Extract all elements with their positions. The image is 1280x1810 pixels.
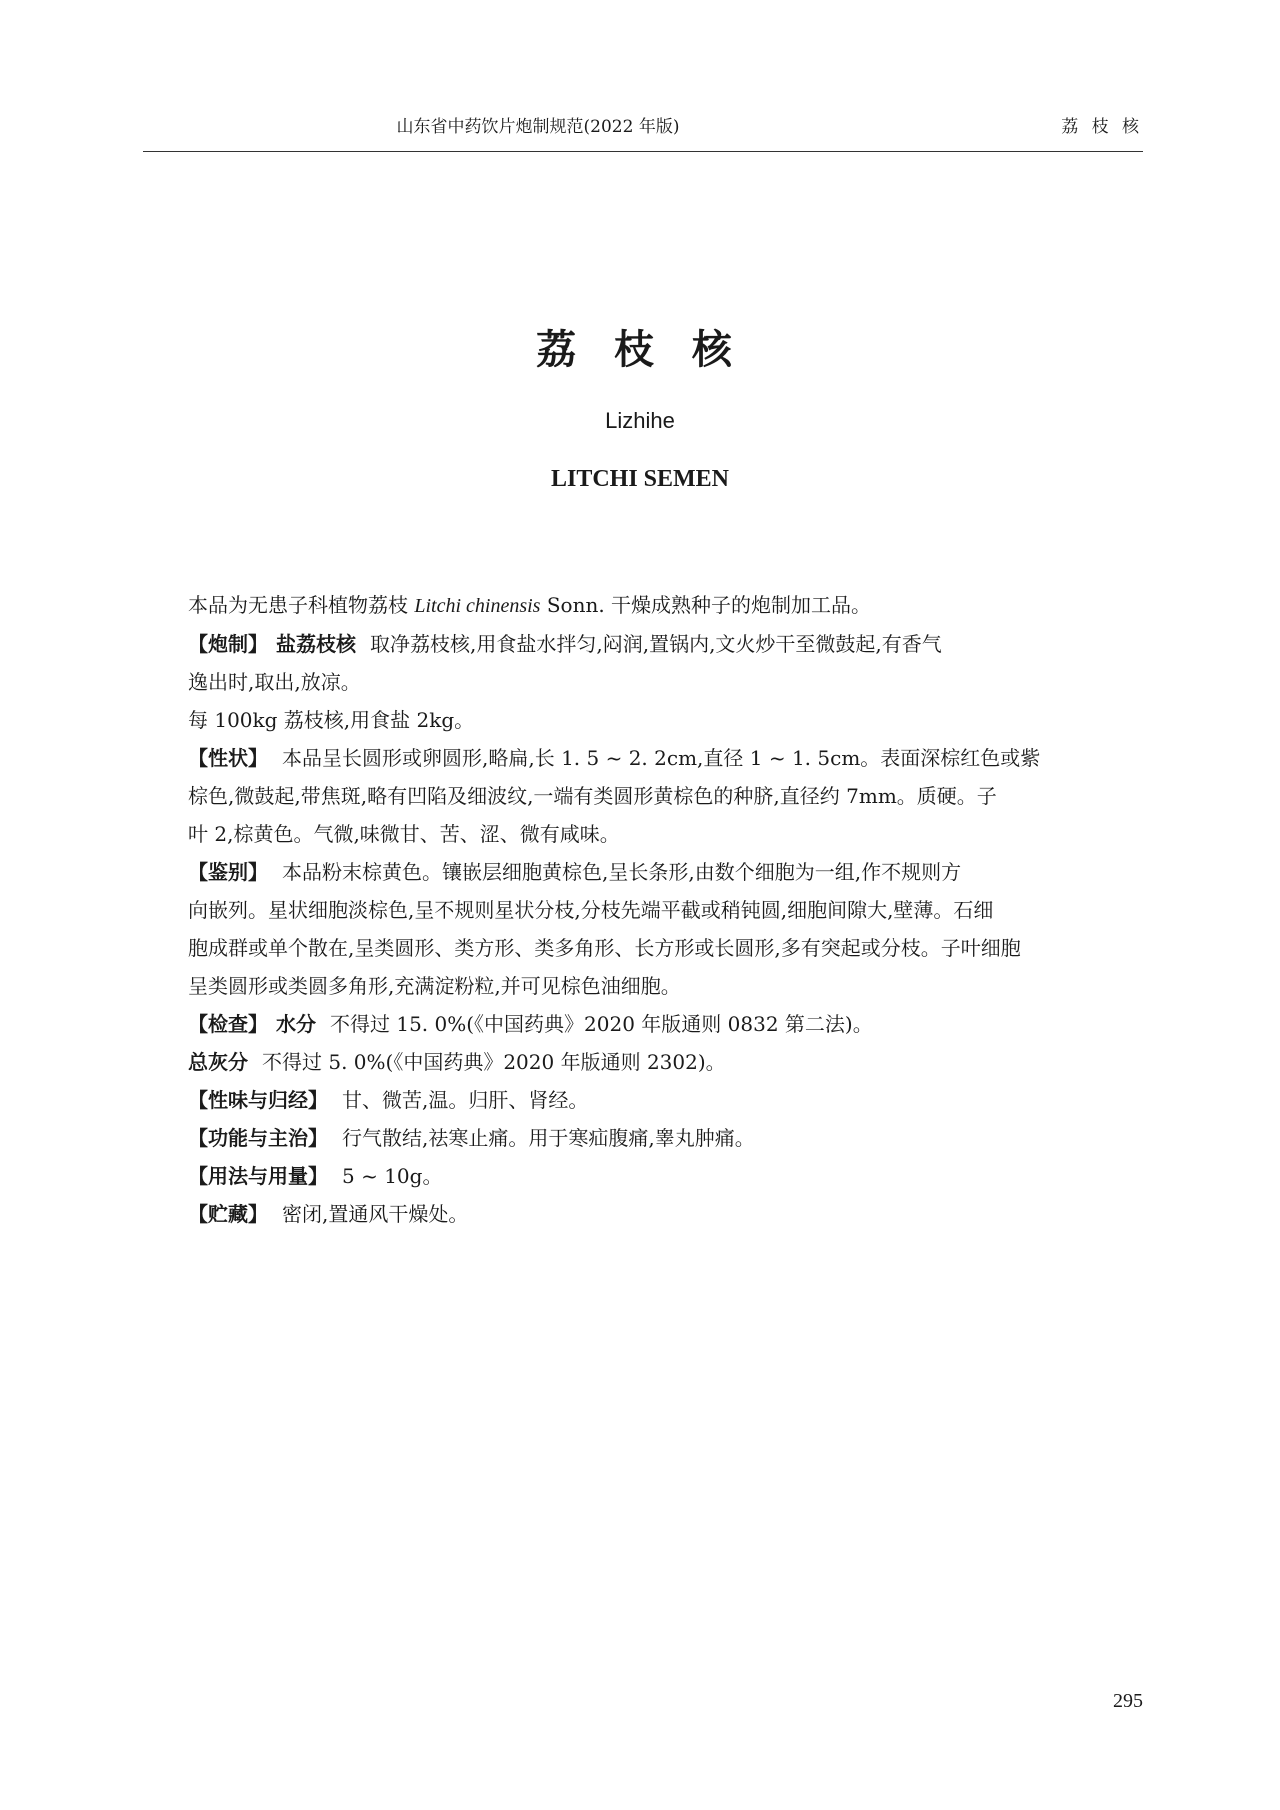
nature-section: 【性味与归经】 甘、微苦,温。归肝、肾经。 <box>188 1088 589 1112</box>
description-line: 棕色,微鼓起,带焦斑,略有凹陷及细波纹,一端有类圆形黄棕色的种脐,直径约 7mm。质硬。子 <box>188 784 997 808</box>
ash-label: 总灰分 <box>188 1050 248 1074</box>
running-header <box>143 112 1143 146</box>
species-name: Litchi chinensis <box>414 595 541 617</box>
identification-line: 胞成群或单个散在,呈类圆形、类方形、类多角形、长方形或长圆形,多有突起或分枝。子叶细胞 <box>188 936 1021 960</box>
section-label-inspection: 【检查】 <box>188 1012 268 1036</box>
inspection-section: 【检查】 水分 不得过 15. 0%(《中国药典》2020 年版通则 0832 第二法)。 <box>188 1012 873 1036</box>
storage-section: 【贮藏】 密闭,置通风干燥处。 <box>188 1202 469 1226</box>
description-line: 叶 2,棕黄色。气微,味微甘、苦、涩、微有咸味。 <box>188 822 620 846</box>
dosage-section: 【用法与用量】 5 ~ 10g。 <box>188 1164 443 1188</box>
monograph-body <box>188 586 1143 1233</box>
section-label-identification: 【鉴别】 <box>188 860 268 884</box>
identification-section: 【鉴别】 本品粉末棕黄色。镶嵌层细胞黄棕色,呈长条形,由数个细胞为一组,作不规则方 <box>188 860 962 884</box>
section-label-function: 【功能与主治】 <box>188 1126 328 1150</box>
identification-line: 呈类圆形或类圆多角形,充满淀粉粒,并可见棕色油细胞。 <box>188 974 681 998</box>
section-label-storage: 【贮藏】 <box>188 1202 268 1226</box>
function-section: 【功能与主治】 行气散结,祛寒止痛。用于寒疝腹痛,睾丸肿痛。 <box>188 1126 755 1150</box>
section-label-dosage: 【用法与用量】 <box>188 1164 328 1188</box>
latin-name: LITCHI SEMEN <box>550 466 730 492</box>
section-label-nature: 【性味与归经】 <box>188 1088 328 1112</box>
section-label-processing: 【炮制】 <box>188 632 268 656</box>
intro-paragraph: 本品为无患子科植物荔枝 Litchi chinensis Sonn. 干燥成熟种子的炮制加工品。 <box>188 593 872 617</box>
running-title: 荔 枝 核 <box>1061 117 1143 137</box>
description-section: 【性状】 本品呈长圆形或卵圆形,略扁,长 1. 5 ~ 2. 2cm,直径 1 ~ 1. 5cm。表面深棕红色或紫 <box>188 746 1041 770</box>
processing-continuation: 逸出时,取出,放凉。 <box>188 670 361 694</box>
moisture-label: 水分 <box>276 1012 316 1036</box>
processing-method: 盐荔枝核 <box>276 632 356 656</box>
book-title: 山东省中药饮片炮制规范(2022 年版) <box>396 117 680 137</box>
ash-line: 总灰分 不得过 5. 0%(《中国药典》2020 年版通则 2302)。 <box>188 1050 726 1074</box>
pinyin-name: Lizhihe <box>605 408 675 433</box>
monograph-title: 荔 枝 核 <box>536 327 744 373</box>
identification-line: 向嵌列。星状细胞淡棕色,呈不规则星状分枝,分枝先端平截或稍钝圆,细胞间隙大,壁薄。石细 <box>188 898 994 922</box>
header-rule <box>143 151 1143 152</box>
page-number: 295 <box>1113 1690 1143 1712</box>
section-label-description: 【性状】 <box>188 746 268 770</box>
processing-note: 每 100kg 荔枝核,用食盐 2kg。 <box>188 708 475 732</box>
processing-section: 【炮制】 盐荔枝核 取净荔枝核,用食盐水拌匀,闷润,置锅内,文火炒干至微鼓起,有香气 <box>188 632 942 656</box>
